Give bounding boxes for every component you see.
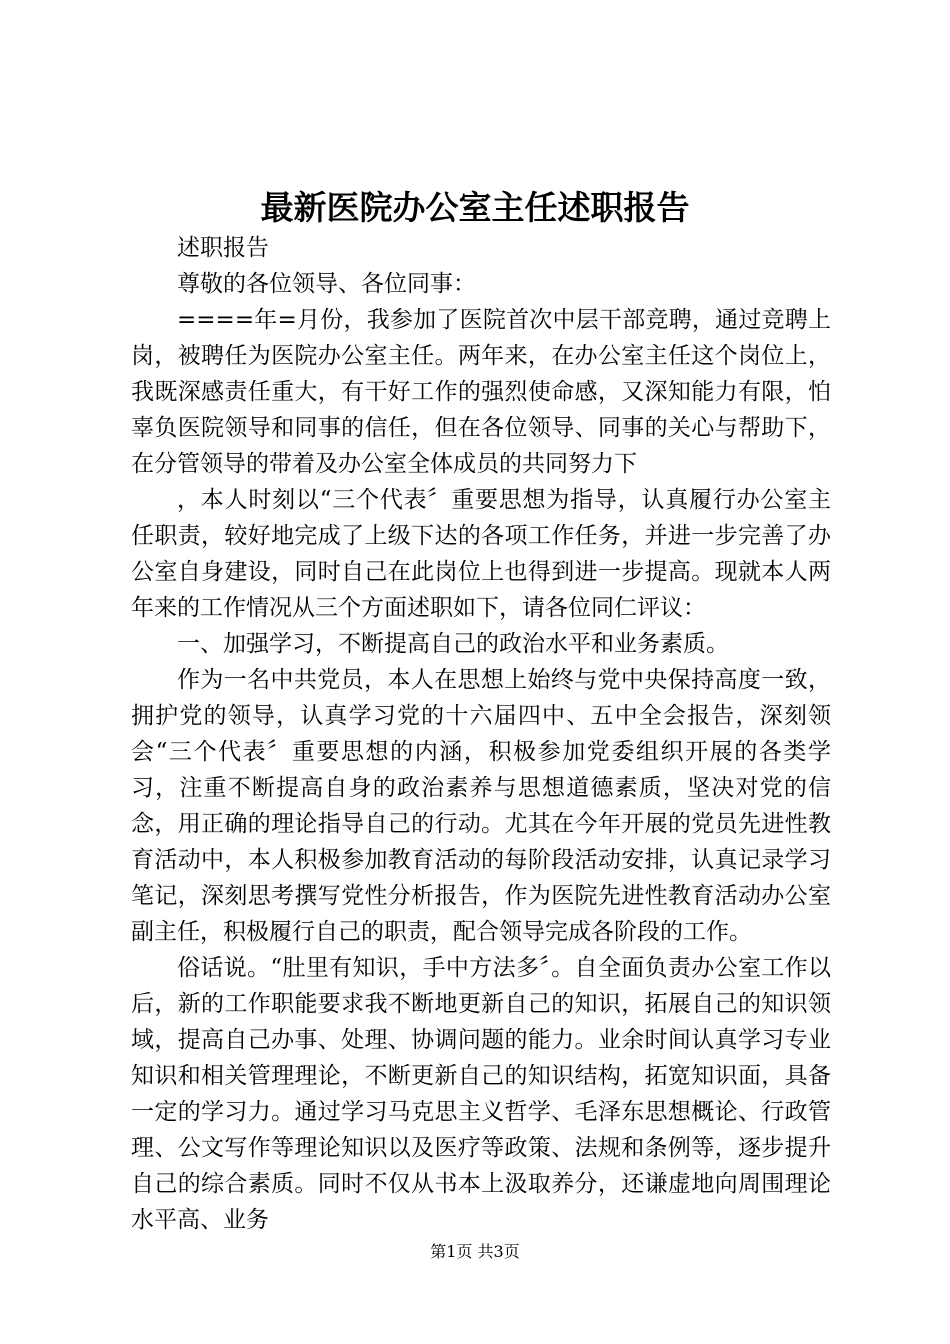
document-title: 最新医院办公室主任述职报告 bbox=[260, 188, 690, 227]
paragraph: ，本人时刻以“三个代表〞重要思想为指导，认真履行办公室主任职责，较好地完成了上级下达的各项工作任务，并进一步完善了办公室自身建设，同时自己在此岗位上也得到进一步提高。现就本人两年来的工作情况从三个方面述职如下，请各位同仁评议： bbox=[131, 487, 831, 621]
section-heading: 一、加强学习，不断提高自己的政治水平和业务素质。 bbox=[177, 631, 729, 657]
paragraph-heading: 述职报告 bbox=[177, 235, 269, 261]
page-footer: 第1页 共3页 bbox=[430, 1242, 520, 1261]
paragraph: ====年=月份，我参加了医院首次中层干部竞聘，通过竞聘上岗，被聘任为医院办公室主任。两年来，在办公室主任这个岗位上，我既深感责任重大，有干好工作的强烈使命感，又深知能力有限，怕辜负医院领导和同事的信任，但在各位领导、同事的关心与帮助下，在分管领导的带着及办公室全体成员的共同努力下 bbox=[131, 307, 831, 477]
paragraph: 俗话说。“肚里有知识，手中方法多〞。自全面负责办公室工作以后，新的工作职能要求我不断地更新自己的知识，拓展自己的知识领域，提高自己办事、处理、协调问题的能力。业余时间认真学习专业知识和相关管理理论，不断更新自己的知识结构，拓宽知识面，具备一定的学习力。通过学习马克思主义哲学、毛泽东思想概论、行政管理、公文写作等理论知识以及医疗等政策、法规和条例等，逐步提升自己的综合素质。同时不仅从书本上汲取养分，还谦虚地向周围理论水平高、业务 bbox=[131, 955, 831, 1233]
paragraph: 作为一名中共党员，本人在思想上始终与党中央保持高度一致，拥护党的领导，认真学习党的十六届四中、五中全会报告，深刻领会“三个代表〞重要思想的内涵，积极参加党委组织开展的各类学习，注重不断提高自身的政治素养与思想道德素质，坚决对党的信念，用正确的理论指导自己的行动。尤其在今年开展的党员先进性教育活动中，本人积极参加教育活动的每阶段活动安排，认真记录学习笔记，深刻思考撰写党性分析报告，作为医院先进性教育活动办公室副主任，积极履行自己的职责，配合领导完成各阶段的工作。 bbox=[131, 667, 831, 945]
document-body bbox=[131, 230, 831, 1238]
paragraph-salutation: 尊敬的各位领导、各位同事： bbox=[177, 271, 476, 297]
